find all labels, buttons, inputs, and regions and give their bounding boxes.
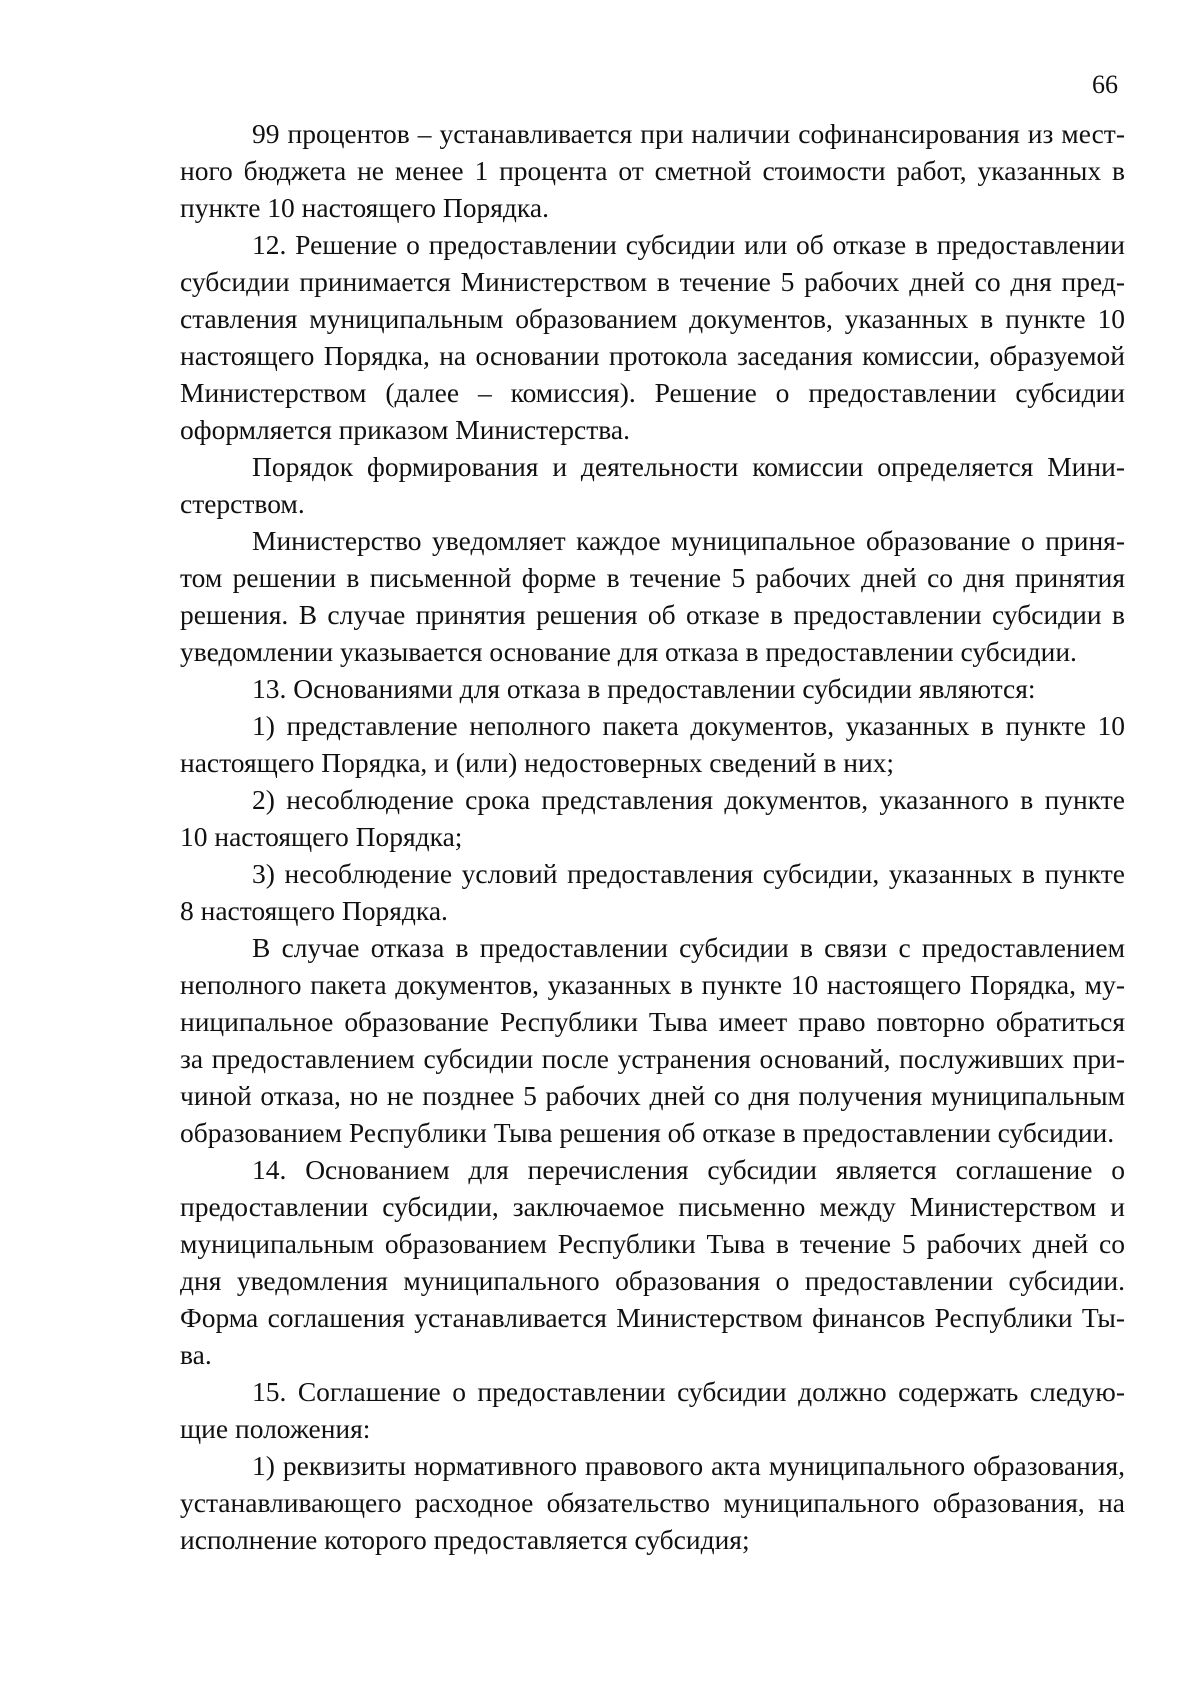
paragraph-subsidy-rate: 99 процентов – устанавливается при наличии софинансирования из местного бюджета не менее 1 процента от сметной стоимости работ, указанных в пункте 10 настоящего Порядка.	[180, 118, 1125, 223]
paragraph-notification: Министерство уведомляет каждое муниципальное образование о принятом решении в письменной форме в течение 5 рабочих дней со дня принятия решения. В случае принятия решения об отказе в предоставлении субсидии в уведомлении указывается основание для отказа в предоставлении субсидии.	[180, 525, 1125, 667]
paragraph-12-decision: 12. Решение о предоставлении субсидии или об отказе в предоставлении субсидии принимается Министерством в течение 5 рабочих дней со дня представления муниципальным образованием документов, указанных в пункте 10 настоящего Порядка, на основании протокола заседания комиссии, образуемой Министерством (далее – комиссия). Решение о предоставлении субсидии оформляется приказом Министерства.	[180, 229, 1125, 445]
document-body	[180, 115, 1125, 1558]
list-item-legal-act-details: 1) реквизиты нормативного правового акта муниципального образования, устанавливающего расходное обязательство муниципального образования, на исполнение которого предоставляется субсидия;	[180, 1450, 1125, 1555]
paragraph-15-agreement-content: 15. Соглашение о предоставлении субсидии должно содержать следующие положения:	[180, 1376, 1125, 1444]
list-item-conditions-violation: 3) несоблюдение условий предоставления субсидии, указанных в пункте 8 настоящего Порядка.	[180, 858, 1125, 926]
list-item-incomplete-documents: 1) представление неполного пакета документов, указанных в пункте 10 настоящего Порядка, и (или) недостоверных сведений в них;	[180, 710, 1125, 778]
paragraph-commission-procedure: Порядок формирования и деятельности комиссии определяется Министерством.	[180, 451, 1125, 519]
paragraph-resubmission: В случае отказа в предоставлении субсидии в связи с предоставлением неполного пакета документов, указанных в пункте 10 настоящего Порядка, муниципальное образование Республики Тыва имеет право повторно обратиться за предоставлением субсидии после устранения оснований, послуживших причиной отказа, но не позднее 5 рабочих дней со дня получения муниципальным образованием Республики Тыва решения об отказе в предоставлении субсидии.	[180, 932, 1125, 1148]
paragraph-13-refusal-grounds: 13. Основаниями для отказа в предоставлении субсидии являются:	[252, 673, 1036, 704]
paragraph-14-agreement-basis: 14. Основанием для перечисления субсидии является соглашение о предоставлении субсидии, заключаемое письменно между Министерством и муниципальным образованием Республики Тыва в течение 5 рабочих дней со дня уведомления муниципального образования о предоставлении субсидии. Форма соглашения устанавливается Министерством финансов Республики Тыва.	[180, 1154, 1125, 1370]
list-item-deadline-violation: 2) несоблюдение срока представления документов, указанного в пункте 10 настоящего Порядка;	[180, 784, 1125, 852]
page-number: 66	[1092, 70, 1118, 99]
